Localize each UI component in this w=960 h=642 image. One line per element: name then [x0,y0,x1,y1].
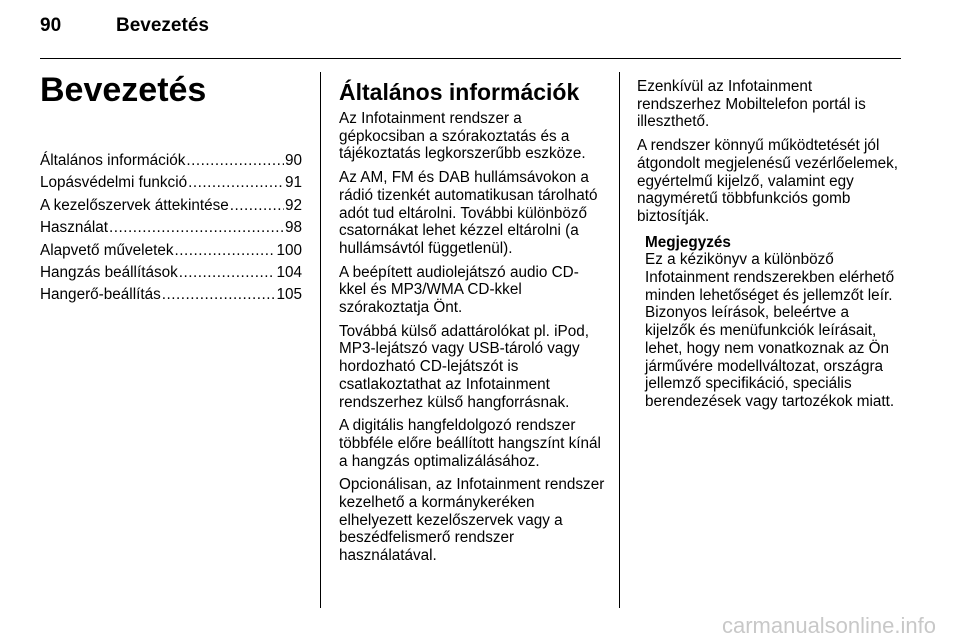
toc-item[interactable] [40,217,302,239]
toc-item-page: 105 [276,286,302,304]
column-divider-2 [619,72,620,608]
general-info-column [339,78,605,571]
toc-dots [230,195,284,217]
paragraph: A beépített audiolejátszó audio CD-kkel és MP3/WMA CD-kkel szórakoztatja Önt. [339,263,579,317]
page-number: 90 [40,15,62,36]
paragraph: Továbbá külső adattárolókat pl. iPod, MP3-lejátszó vagy USB-tároló vagy hordozható CD-lejátszót is csatlakoztathat az Infotainment rendszerhez külső hangforrásnak. [339,322,590,411]
toc-item-page: 92 [284,196,302,214]
toc-dots [179,262,276,284]
paragraph: A rendszer könnyű működtetését jól átgondolt megjelenésű vezérlőelemek, egyértelmű kijelző, valamint egy nagyméretű többfunkciós gomb biztosítják. [637,137,899,225]
toc-item[interactable] [40,240,302,262]
toc-item-title: Használat [40,219,109,237]
toc-item-page: 100 [276,241,302,259]
section-heading: Általános információk [339,79,580,105]
toc-dots [188,172,284,194]
toc-item-page: 98 [284,219,302,237]
toc-dots [186,150,284,172]
toc-item[interactable] [40,150,302,172]
header-rule [40,58,901,59]
paragraph: Az AM, FM és DAB hullámsávokon a rádió tizenkét automatikusan tárolható adót tud eltárolni. További különböző csatornákat lehet kézzel eltárolni (a hullámsávtól függetlenül). [339,169,598,257]
toc-item[interactable] [40,284,302,306]
toc-item[interactable] [40,195,302,217]
toc-item-title: Lopásvédelmi funkció [40,174,188,192]
section-title: Bevezetés [116,15,209,36]
note-box [645,234,899,411]
toc-dots [109,217,284,239]
chapter-title: Bevezetés [40,71,207,109]
toc-dots [162,284,276,306]
toc-item-title: Hangerő-beállítás [40,286,161,304]
toc-item-title: Általános információk [40,152,186,169]
toc-item[interactable] [40,172,302,194]
toc-dots [175,240,276,262]
paragraph: A digitális hangfeldolgozó rendszer többféle előre beállított hangszínt kínál a hangzás optimalizálásához. [339,417,601,470]
toc-column [40,70,302,307]
toc-item[interactable] [40,262,302,284]
paragraph: Ezenkívül az Infotainment rendszerhez Mobiltelefon portál is illeszthető. [637,78,866,131]
page-header [40,14,209,38]
table-of-contents [40,150,302,307]
toc-item-title: A kezelőszervek áttekintése [40,196,229,214]
continued-column [637,78,899,411]
toc-item-page: 104 [276,263,302,281]
note-title: Megjegyzés [645,233,731,251]
toc-item-page: 91 [284,174,302,192]
watermark: carmanualsonline.info [721,613,936,638]
paragraph: Az Infotainment rendszer a gépkocsiban a szórakoztatás és a tájékoztatás legkorszerűbb eszköze. [339,110,586,163]
toc-item-title: Hangzás beállítások [40,263,178,281]
note-text: Ez a kézikönyv a különböző Infotainment rendszerekben elérhető minden lehetőséget és jellemzőt leír. Bizonyos leírások, beleértve a kijelzők és menüfunkciók leírásait, lehet, hogy nem vonatkoznak az Ön járművére modellváltozat, országra jellemző specifikáció, speciális berendezések vagy tartozékok miatt. [645,251,895,410]
toc-item-title: Alapvető műveletek [40,241,174,259]
paragraph: Opcionálisan, az Infotainment rendszer kezelhető a kormánykeréken elhelyezett kezelőszervek vagy a beszédfelismerő rendszer használatával. [339,476,605,565]
toc-item-page: 90 [284,152,302,169]
column-divider-1 [320,72,321,608]
